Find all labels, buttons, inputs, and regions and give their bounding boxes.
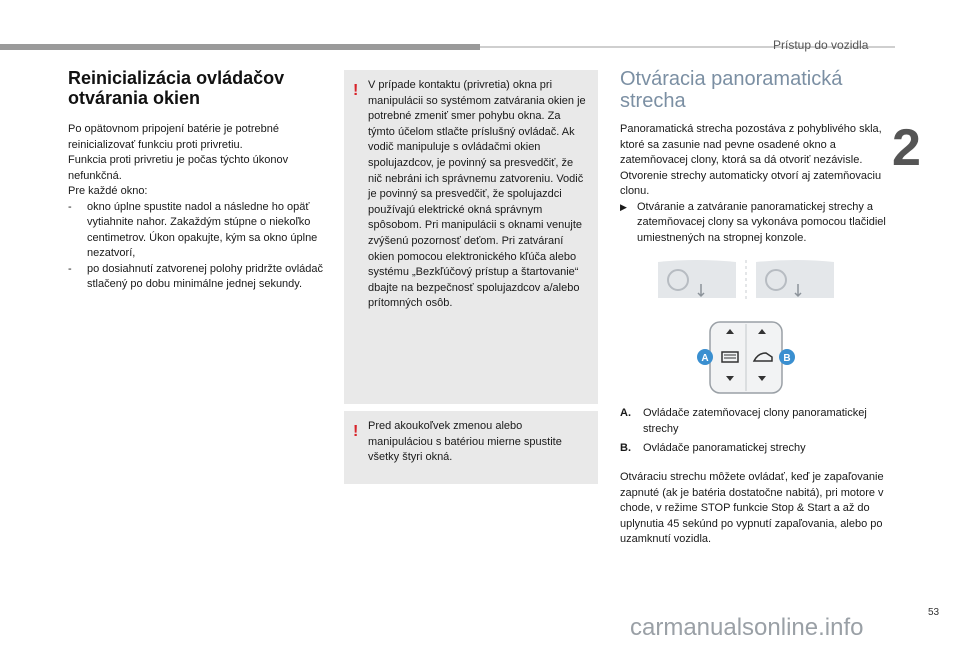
label-a-badge	[697, 349, 713, 365]
interior-view-left	[658, 260, 736, 298]
dash-item-text: po dosiahnutí zatvorenej polohy pridržte ovládač stlačený po dobu minimálne jednej sekundy.	[87, 262, 324, 290]
dash-item	[68, 262, 326, 293]
dash-item-text: okno úplne spustite nadol a následne ho opäť vytiahnite nahor. Zakaždým stúpne o niekoľko centimetrov. Úkon opakujte, kým sa okno úplne nezatvorí,	[87, 200, 318, 259]
warning-box-anti-pinch	[344, 70, 598, 404]
bullet-arrow-icon: ▶	[620, 201, 627, 212]
watermark: carmanualsonline.info	[630, 614, 864, 641]
panoramic-roof-section	[620, 68, 890, 246]
legend-key: A.	[620, 407, 631, 419]
dash-mark: -	[68, 200, 72, 213]
dash-mark: -	[68, 262, 72, 275]
warning-text: Pred akoukoľvek zmenou alebo manipuláciou s batériou mierne spustite všetky štyri okná.	[368, 420, 562, 464]
paragraph: Po opätovnom pripojení batérie je potrebné reinicializovať funkciu proti privretiu.	[68, 123, 279, 151]
badge-a-label: A	[701, 353, 709, 364]
chapter-number: 2	[892, 119, 921, 177]
badge-b-label: B	[783, 353, 791, 364]
bullet-text: Otváranie a zatváranie panoramatickej strechy a zatemňovacej clony sa vykonáva pomocou tlačidiel umiestnených na stropnej konzole.	[637, 200, 886, 244]
warning-box-battery	[344, 411, 598, 484]
roof-console-location-figure	[656, 258, 836, 302]
window-reset-heading: Reinicializácia ovládačov otvárania okien	[68, 68, 285, 108]
header-bar	[0, 44, 480, 50]
bullet-item	[620, 200, 890, 247]
page-number: 53	[928, 607, 940, 618]
roof-control-pad-figure	[696, 320, 796, 395]
paragraph: Funkcia proti privretiu je počas týchto úkonov nefunkčná.	[68, 154, 289, 182]
legend-text: Ovládače zatemňovacej clony panoramatickej strechy	[643, 407, 867, 435]
interior-view-right	[756, 260, 834, 298]
section-title: Prístup do vozidla	[773, 38, 869, 52]
warning-icon: !	[353, 82, 359, 99]
legend-key: B.	[620, 442, 631, 454]
roof-operation-paragraph	[620, 470, 890, 548]
warning-icon: !	[353, 423, 359, 440]
panoramic-roof-heading: Otváracia panoramatická strecha	[620, 68, 843, 112]
label-b-badge	[779, 349, 795, 365]
paragraph: Pre každé okno:	[68, 185, 148, 197]
warning-text: V prípade kontaktu (privretia) okna pri manipulácii so systémom zatvárania okien je potrebné zmeniť smer pohybu okna. Za týmto účelom stlačte príslušný ovládač. Ak vodič manipuluje s ovládačmi okien spolujazdcov, je povinný sa presvedčiť, že nič nebráni ich správnemu zatvoreniu. Vodič je povinný sa presvedčiť, že spolujazdci používajú elektrické okná správnym spôsobom. Pri manipulácii s oknami venujte zvýšenú pozornosť deťom. Pri zatváraní okien pomocou elektronického kľúča alebo systému „Bezkľúčový prístup a štartovanie“ dbajte na bezpečnosť spolujazdcov a/alebo prítomných osôb.	[368, 79, 586, 310]
figure-legend	[620, 406, 890, 461]
paragraph: Panoramatická strecha pozostáva z pohyblivého skla, ktoré sa zasunie nad pevne osadené okno a zatemňovacej clony, ktorá sa dá otvoriť nezávisle. Otvorenie strechy automaticky otvorí aj zatemňovaciu clonu.	[620, 123, 882, 197]
legend-text: Ovládače panoramatickej strechy	[643, 442, 806, 454]
window-reset-section	[68, 68, 326, 293]
legend-item	[620, 441, 890, 457]
dash-item	[68, 200, 326, 262]
paragraph: Otváraciu strechu môžete ovládať, keď je zapaľovanie zapnuté (ak je batéria dostatočne nabitá), pri motore v chode, v režime STOP funkcie Stop & Start a až do uplynutia 45 sekúnd po vypnutí zapaľovania, alebo po uzamknutí vozidla.	[620, 471, 884, 545]
legend-item	[620, 406, 890, 437]
